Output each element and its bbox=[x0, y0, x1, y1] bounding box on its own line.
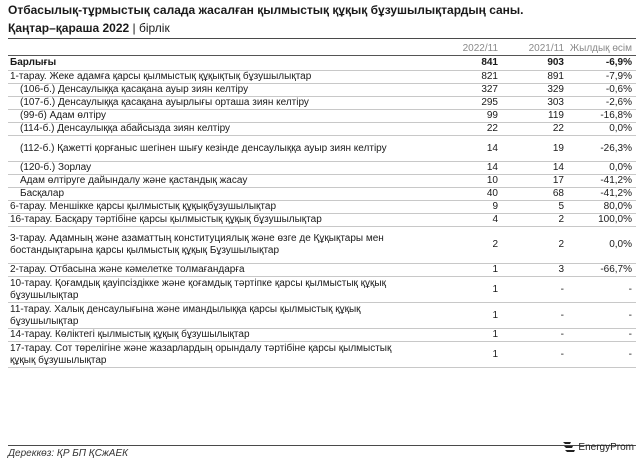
value-2022: 1 bbox=[400, 264, 502, 277]
row-label: Барлығы bbox=[8, 56, 400, 71]
row-label: (114-б.) Денсаулыққа абайсызда зиян келтіру bbox=[8, 123, 400, 136]
value-2021: 303 bbox=[502, 97, 568, 110]
table-row bbox=[8, 136, 636, 162]
value-2021: 22 bbox=[502, 123, 568, 136]
logo-text: EnergyProm bbox=[578, 441, 634, 453]
row-label: 6-тарау. Меншікке қарсы қылмыстық құқықбұзушылықтар bbox=[8, 201, 400, 214]
value-2021: 3 bbox=[502, 264, 568, 277]
unit-label: бірлік bbox=[139, 21, 170, 35]
unit-separator: | bbox=[129, 21, 139, 35]
value-growth: -26,3% bbox=[568, 136, 636, 162]
table-row bbox=[8, 162, 636, 175]
value-growth: 80,0% bbox=[568, 201, 636, 214]
value-2021: - bbox=[502, 342, 568, 368]
value-2022: 9 bbox=[400, 201, 502, 214]
row-label: 2-тарау. Отбасына және кәмелетке толмағандарға bbox=[8, 264, 400, 277]
row-label: 1-тарау. Жеке адамға қарсы қылмыстық құқықтық бұзушылықтар bbox=[8, 71, 400, 84]
value-growth: - bbox=[568, 303, 636, 329]
row-label: (107-б.) Денсаулыққа қасақана ауырлығы орташа зиян келтіру bbox=[8, 97, 400, 110]
value-2022: 14 bbox=[400, 136, 502, 162]
value-growth: -0,6% bbox=[568, 84, 636, 97]
table-row-total bbox=[8, 56, 636, 71]
value-2022: 10 bbox=[400, 175, 502, 188]
value-2021: 68 bbox=[502, 188, 568, 201]
value-2021: 2 bbox=[502, 214, 568, 227]
value-growth: 0,0% bbox=[568, 227, 636, 264]
value-2021: 19 bbox=[502, 136, 568, 162]
column-header-2021: 2021/11 bbox=[502, 41, 568, 56]
value-growth: -2,6% bbox=[568, 97, 636, 110]
energyprom-logo-icon bbox=[562, 441, 576, 453]
row-label: 3-тарау. Адамның және азаматтың конституциялық және өзге де Құқықтары мен бостандықтарына қарсы қылмыстық құқық Бұзушылықтар bbox=[8, 227, 400, 264]
value-2022: 1 bbox=[400, 342, 502, 368]
value-2022: 841 bbox=[400, 56, 502, 71]
value-growth: -41,2% bbox=[568, 188, 636, 201]
table-row bbox=[8, 303, 636, 329]
table-row bbox=[8, 214, 636, 227]
table-row bbox=[8, 277, 636, 303]
period-label: Қаңтар–қараша 2022 bbox=[8, 21, 130, 35]
value-2022: 327 bbox=[400, 84, 502, 97]
value-2021: - bbox=[502, 329, 568, 342]
row-label: Басқалар bbox=[8, 188, 400, 201]
table-row bbox=[8, 175, 636, 188]
table-row bbox=[8, 110, 636, 123]
value-2021: - bbox=[502, 303, 568, 329]
value-2022: 40 bbox=[400, 188, 502, 201]
table-row bbox=[8, 342, 636, 368]
value-2022: 1 bbox=[400, 329, 502, 342]
row-label: 10-тарау. Қоғамдық қауіпсіздікке және қоғамдық тәртіпке қарсы қылмыстық құқық бұзушылықтар bbox=[8, 277, 400, 303]
value-2021: 5 bbox=[502, 201, 568, 214]
value-2021: 903 bbox=[502, 56, 568, 71]
value-2022: 22 bbox=[400, 123, 502, 136]
row-label: Адам өлтіруге дайындалу және қастандық жасау bbox=[8, 175, 400, 188]
value-growth: -7,9% bbox=[568, 71, 636, 84]
value-2021: 2 bbox=[502, 227, 568, 264]
header-divider bbox=[8, 38, 636, 39]
value-2022: 4 bbox=[400, 214, 502, 227]
row-label: (120-б.) Зорлау bbox=[8, 162, 400, 175]
value-2022: 2 bbox=[400, 227, 502, 264]
footer-divider bbox=[8, 445, 636, 446]
value-2021: 891 bbox=[502, 71, 568, 84]
table-row bbox=[8, 227, 636, 264]
energyprom-logo bbox=[562, 441, 634, 453]
value-2022: 295 bbox=[400, 97, 502, 110]
value-2021: 119 bbox=[502, 110, 568, 123]
table-row bbox=[8, 188, 636, 201]
table-header-row bbox=[8, 41, 636, 56]
value-growth: -6,9% bbox=[568, 56, 636, 71]
value-growth: 0,0% bbox=[568, 162, 636, 175]
row-label: 11-тарау. Халық денсаулығына және имандылыққа қарсы қылмыстық құқық бұзушылықтар bbox=[8, 303, 400, 329]
value-2021: 14 bbox=[502, 162, 568, 175]
value-growth: -16,8% bbox=[568, 110, 636, 123]
value-growth: - bbox=[568, 277, 636, 303]
source-note: Дереккөз: ҚР БП ҚСжАЕК bbox=[8, 448, 129, 459]
page-title: Отбасылық-тұрмыстық салада жасалған қылмыстық құқық бұзушылықтардың саны. bbox=[8, 3, 524, 17]
value-2021: 17 bbox=[502, 175, 568, 188]
value-2022: 1 bbox=[400, 277, 502, 303]
value-2022: 14 bbox=[400, 162, 502, 175]
value-2021: - bbox=[502, 277, 568, 303]
value-2021: 329 bbox=[502, 84, 568, 97]
row-label: 16-тарау. Басқару тәртібіне қарсы қылмыстық құқық бұзушылықтар bbox=[8, 214, 400, 227]
value-2022: 821 bbox=[400, 71, 502, 84]
table-row bbox=[8, 329, 636, 342]
value-growth: -66,7% bbox=[568, 264, 636, 277]
row-label: 14-тарау. Көліктегі қылмыстық құқық бұзушылықтар bbox=[8, 329, 400, 342]
table-row bbox=[8, 97, 636, 110]
row-label: (112-б.) Қажетті қорғаныс шегінен шығу кезінде денсаулыққа ауыр зиян келтіру bbox=[8, 136, 400, 162]
table-row bbox=[8, 123, 636, 136]
row-label: 17-тарау. Сот төрелігіне және жазарлардың орындалу тәртібіне қарсы қылмыстық құқық бұзушылықтар bbox=[8, 342, 400, 368]
page-subtitle bbox=[8, 21, 170, 35]
column-header-label bbox=[8, 41, 400, 56]
value-growth: - bbox=[568, 342, 636, 368]
value-2022: 1 bbox=[400, 303, 502, 329]
value-growth: -41,2% bbox=[568, 175, 636, 188]
table-row bbox=[8, 264, 636, 277]
value-2022: 99 bbox=[400, 110, 502, 123]
table-row bbox=[8, 71, 636, 84]
value-growth: 100,0% bbox=[568, 214, 636, 227]
column-header-growth: Жылдық өсім bbox=[568, 41, 636, 56]
table-row bbox=[8, 201, 636, 214]
row-label: (99-б) Адам өлтіру bbox=[8, 110, 400, 123]
table-row bbox=[8, 84, 636, 97]
data-table bbox=[8, 41, 636, 368]
column-header-2022: 2022/11 bbox=[400, 41, 502, 56]
row-label: (106-б.) Денсаулыққа қасақана ауыр зиян келтіру bbox=[8, 84, 400, 97]
value-growth: - bbox=[568, 329, 636, 342]
value-growth: 0,0% bbox=[568, 123, 636, 136]
